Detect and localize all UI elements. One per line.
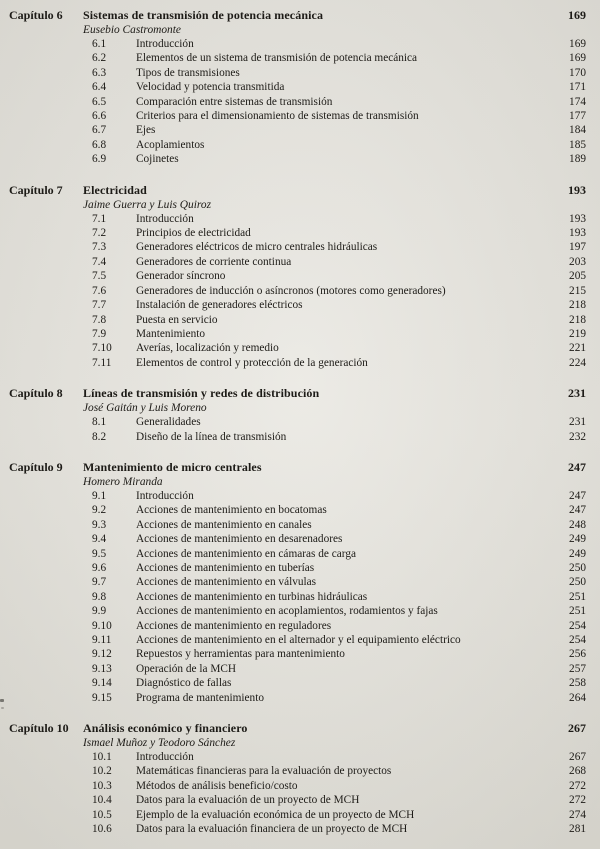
section-page-number: 257 <box>569 662 586 675</box>
section-title: Generalidades <box>136 416 201 429</box>
section-page-number: 169 <box>569 52 586 65</box>
chapters-container <box>9 8 586 836</box>
chapter-title: Análisis económico y financiero <box>83 721 248 736</box>
chapter-block <box>9 721 586 836</box>
section-page-number: 171 <box>569 81 586 94</box>
section-title: Acciones de mantenimiento en acoplamientos, rodamientos y fajas <box>136 605 438 618</box>
chapter-label: Capítulo 8 <box>9 386 63 401</box>
section-title: Métodos de análisis beneficio/costo <box>136 779 298 792</box>
section-title: Cojinetes <box>136 153 179 166</box>
toc-entry <box>83 532 586 546</box>
section-page-number: 197 <box>569 241 586 254</box>
section-list <box>83 212 586 370</box>
toc-entry <box>83 662 586 676</box>
section-number: 9.11 <box>92 634 112 646</box>
section-page-number: 189 <box>569 153 586 166</box>
chapter-label: Capítulo 10 <box>9 721 69 736</box>
toc-entry <box>83 298 586 312</box>
section-title: Introducción <box>136 212 194 225</box>
section-number: 10.1 <box>92 751 112 764</box>
section-page-number: 258 <box>569 677 586 690</box>
section-number: 6.9 <box>92 153 107 166</box>
section-title: Introducción <box>136 751 194 764</box>
section-number: 9.7 <box>92 576 107 589</box>
section-title: Acciones de mantenimiento en canales <box>136 518 312 531</box>
section-number: 7.1 <box>92 212 107 225</box>
toc-entry <box>83 95 586 109</box>
toc-entry <box>83 561 586 575</box>
section-number: 10.6 <box>92 823 112 836</box>
section-title: Mantenimiento <box>136 327 206 340</box>
section-number: 7.4 <box>92 255 107 268</box>
chapter-page-number: 231 <box>568 386 586 401</box>
toc-entry <box>83 779 586 793</box>
section-title: Tipos de transmisiones <box>136 66 240 79</box>
chapter-page-number: 193 <box>568 182 586 197</box>
toc-entry <box>83 123 586 137</box>
section-title: Acciones de mantenimiento en desarenadores <box>136 533 343 546</box>
section-page-number: 247 <box>569 489 586 502</box>
section-title: Averías, localización y remedio <box>136 342 279 355</box>
section-title: Principios de electricidad <box>136 227 251 240</box>
section-list <box>83 415 586 444</box>
chapter-block <box>9 8 586 167</box>
toc-entry <box>83 633 586 647</box>
chapter-author: Eusebio Castromonte <box>83 24 181 36</box>
section-title: Generadores de inducción o asíncronos (motores como generadores) <box>136 284 446 297</box>
section-title: Instalación de generadores eléctricos <box>136 299 303 312</box>
section-page-number: 193 <box>569 227 586 240</box>
section-number: 6.5 <box>92 95 107 108</box>
chapter-block <box>9 386 586 444</box>
toc-entry <box>83 356 586 370</box>
toc-entry <box>83 676 586 690</box>
chapter-block <box>9 183 586 370</box>
section-page-number: 218 <box>569 299 586 312</box>
section-page-number: 251 <box>569 605 586 618</box>
section-title: Comparación entre sistemas de transmisión <box>136 95 333 108</box>
section-title: Generadores de corriente continua <box>136 255 292 268</box>
toc-entry <box>83 80 586 94</box>
chapter-title: Mantenimiento de micro centrales <box>83 459 262 474</box>
toc-entry <box>83 764 586 778</box>
section-title: Acoplamientos <box>136 138 205 151</box>
section-number: 6.8 <box>92 138 107 151</box>
toc-entry <box>83 341 586 355</box>
chapter-author: Homero Miranda <box>83 475 163 488</box>
section-page-number: 249 <box>569 533 586 546</box>
section-number: 7.10 <box>92 342 112 355</box>
chapter-title: Sistemas de transmisión de potencia mecánica <box>83 8 324 22</box>
toc-entry <box>83 284 586 298</box>
toc-entry <box>83 415 586 429</box>
toc-entry <box>83 37 586 51</box>
section-page-number: 231 <box>569 416 586 429</box>
section-number: 9.9 <box>92 605 107 618</box>
toc-entry <box>83 152 586 166</box>
section-title: Repuestos y herramientas para mantenimiento <box>136 648 345 661</box>
toc-entry <box>83 269 586 283</box>
section-number: 7.8 <box>92 313 107 326</box>
section-number: 10.5 <box>92 808 112 821</box>
section-page-number: 232 <box>569 430 586 443</box>
section-page-number: 250 <box>569 576 586 589</box>
section-number: 6.6 <box>92 110 107 123</box>
section-page-number: 193 <box>569 212 586 225</box>
section-page-number: 254 <box>569 619 586 632</box>
section-page-number: 177 <box>569 110 586 123</box>
toc-entry <box>83 808 586 822</box>
section-page-number: 281 <box>569 823 586 836</box>
section-page-number: 264 <box>569 691 586 704</box>
section-page-number: 254 <box>569 634 586 646</box>
chapter-title: Líneas de transmisión y redes de distribución <box>83 386 320 401</box>
section-number: 9.2 <box>92 504 107 517</box>
chapter-label: Capítulo 9 <box>9 459 63 474</box>
section-page-number: 203 <box>569 255 586 268</box>
section-page-number: 250 <box>569 561 586 574</box>
toc-entry <box>83 822 586 836</box>
section-title: Acciones de mantenimiento en bocatomas <box>136 504 327 517</box>
section-page-number: 272 <box>569 779 586 792</box>
chapter-author: José Gaitán y Luis Moreno <box>83 402 207 415</box>
section-title: Generador síncrono <box>136 270 226 283</box>
chapter-block <box>9 460 586 705</box>
toc-entry <box>83 109 586 123</box>
section-number: 7.11 <box>92 356 112 369</box>
section-number: 9.12 <box>92 648 112 661</box>
section-page-number: 219 <box>569 327 586 340</box>
section-number: 10.2 <box>92 765 112 778</box>
toc-entry <box>83 691 586 705</box>
section-page-number: 267 <box>569 751 586 764</box>
section-title: Ejemplo de la evaluación económica de un proyecto de MCH <box>136 808 415 821</box>
section-title: Acciones de mantenimiento en turbinas hidráulicas <box>136 590 368 603</box>
section-page-number: 221 <box>569 342 586 355</box>
toc-entry <box>83 547 586 561</box>
section-number: 9.4 <box>92 533 107 546</box>
section-title: Generadores eléctricos de micro centrales hidráulicas <box>136 241 378 254</box>
scan-artifact <box>0 699 4 702</box>
section-title: Puesta en servicio <box>136 313 218 326</box>
section-number: 8.2 <box>92 430 107 443</box>
section-title: Acciones de mantenimiento en reguladores <box>136 619 332 632</box>
section-list <box>83 750 586 836</box>
toc-entry <box>83 66 586 80</box>
toc-entry <box>83 793 586 807</box>
toc-entry <box>83 255 586 269</box>
toc-entry <box>83 51 586 65</box>
scan-artifact <box>1 707 4 709</box>
chapter-author: Jaime Guerra y Luis Quiroz <box>83 198 212 211</box>
section-page-number: 169 <box>569 38 586 50</box>
section-page-number: 274 <box>569 808 586 821</box>
toc-entry <box>83 138 586 152</box>
section-number: 9.1 <box>92 489 107 502</box>
section-title: Datos para la evaluación de un proyecto de MCH <box>136 794 360 807</box>
section-page-number: 218 <box>569 313 586 326</box>
section-title: Acciones de mantenimiento en tuberías <box>136 561 315 574</box>
chapter-page-number: 247 <box>568 459 586 474</box>
chapter-header <box>9 183 586 198</box>
section-number: 7.6 <box>92 284 107 297</box>
section-number: 8.1 <box>92 416 107 429</box>
toc-entry <box>83 647 586 661</box>
section-page-number: 224 <box>569 356 586 369</box>
section-number: 7.7 <box>92 299 107 312</box>
toc-entry <box>83 503 586 517</box>
section-number: 9.3 <box>92 518 107 531</box>
chapter-title: Electricidad <box>83 182 147 197</box>
section-title: Velocidad y potencia transmitida <box>136 81 285 94</box>
toc-entry <box>83 750 586 764</box>
chapter-header <box>9 8 586 23</box>
toc-entry <box>83 240 586 254</box>
section-title: Acciones de mantenimiento en válvulas <box>136 576 317 589</box>
chapter-author: Ismael Muñoz y Teodoro Sánchez <box>83 737 236 750</box>
section-page-number: 184 <box>569 124 586 137</box>
chapter-header <box>9 460 586 475</box>
section-page-number: 256 <box>569 648 586 661</box>
toc-entry <box>83 313 586 327</box>
section-page-number: 268 <box>569 765 586 778</box>
chapter-header <box>9 721 586 736</box>
section-number: 7.5 <box>92 270 107 283</box>
section-page-number: 272 <box>569 794 586 807</box>
section-number: 9.13 <box>92 662 112 675</box>
section-title: Introducción <box>136 38 194 50</box>
section-number: 6.7 <box>92 124 107 137</box>
chapter-page-number: 169 <box>568 8 586 22</box>
section-title: Diseño de la línea de transmisión <box>136 430 287 443</box>
section-page-number: 251 <box>569 590 586 603</box>
section-page-number: 247 <box>569 504 586 517</box>
section-title: Elementos de un sistema de transmisión de potencia mecánica <box>136 52 418 65</box>
section-title: Programa de mantenimiento <box>136 691 264 704</box>
toc-entry <box>83 489 586 503</box>
toc-entry <box>83 590 586 604</box>
section-number: 10.4 <box>92 794 112 807</box>
section-number: 7.3 <box>92 241 107 254</box>
section-title: Diagnóstico de fallas <box>136 677 232 690</box>
section-page-number: 215 <box>569 284 586 297</box>
section-number: 9.5 <box>92 547 107 560</box>
section-number: 10.3 <box>92 779 112 792</box>
chapter-page-number: 267 <box>568 721 586 736</box>
section-number: 9.8 <box>92 590 107 603</box>
section-page-number: 249 <box>569 547 586 560</box>
chapter-label: Capítulo 6 <box>9 8 63 22</box>
section-title: Datos para la evaluación financiera de un proyecto de MCH <box>136 823 408 836</box>
section-number: 6.4 <box>92 81 107 94</box>
chapter-header <box>9 386 586 401</box>
toc-entry <box>83 327 586 341</box>
section-number: 9.15 <box>92 691 112 704</box>
toc-entry <box>83 212 586 226</box>
toc-entry <box>83 518 586 532</box>
section-page-number: 205 <box>569 270 586 283</box>
toc-entry <box>83 575 586 589</box>
section-title: Acciones de mantenimiento en el alternador y el equipamiento eléctrico <box>136 634 461 646</box>
toc-entry <box>83 604 586 618</box>
section-page-number: 174 <box>569 95 586 108</box>
section-number: 6.1 <box>92 38 107 50</box>
section-page-number: 170 <box>569 66 586 79</box>
section-number: 7.9 <box>92 327 107 340</box>
toc-entry <box>83 430 586 444</box>
section-list <box>83 37 586 167</box>
section-page-number: 248 <box>569 518 586 531</box>
section-number: 7.2 <box>92 227 107 240</box>
section-number: 6.2 <box>92 52 107 65</box>
toc-entry <box>83 619 586 633</box>
section-title: Matemáticas financieras para la evaluación de proyectos <box>136 765 392 778</box>
section-number: 9.14 <box>92 677 112 690</box>
section-title: Elementos de control y protección de la generación <box>136 356 368 369</box>
section-list <box>83 489 586 705</box>
section-page-number: 185 <box>569 138 586 151</box>
section-number: 9.6 <box>92 561 107 574</box>
section-title: Criterios para el dimensionamiento de sistemas de transmisión <box>136 110 419 123</box>
section-title: Ejes <box>136 124 156 137</box>
section-number: 6.3 <box>92 66 107 79</box>
section-title: Acciones de mantenimiento en cámaras de carga <box>136 547 356 560</box>
section-title: Operación de la MCH <box>136 662 237 675</box>
toc-entry <box>83 226 586 240</box>
chapter-label: Capítulo 7 <box>9 182 63 197</box>
section-number: 9.10 <box>92 619 112 632</box>
section-title: Introducción <box>136 489 194 502</box>
